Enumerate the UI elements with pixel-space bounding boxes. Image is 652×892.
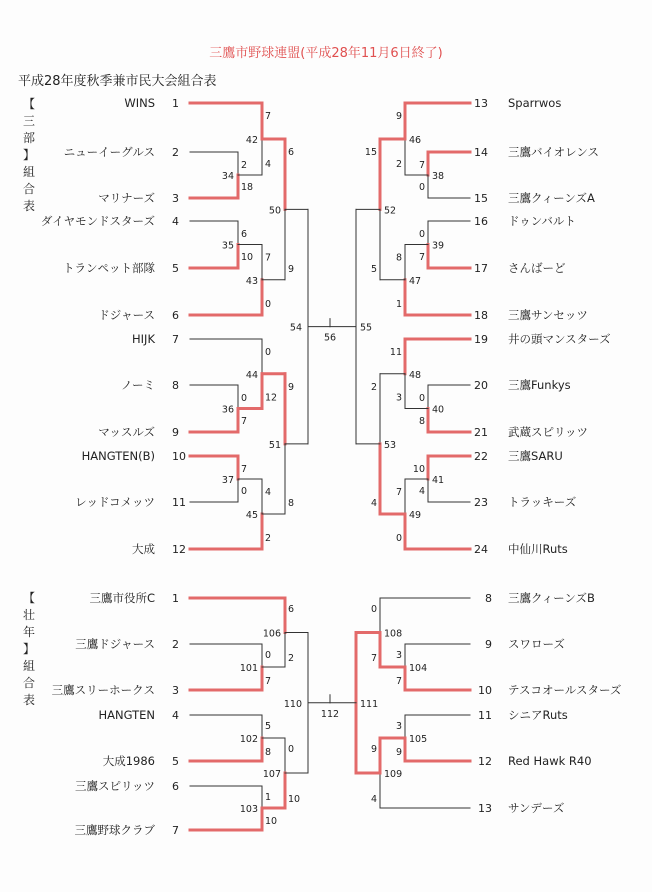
team-seed-left: 4 <box>172 215 179 228</box>
division-label-char: 】 <box>22 148 35 162</box>
match-score: 10 <box>288 794 301 805</box>
match-score: 7 <box>241 464 248 475</box>
match-score: 7 <box>241 416 248 427</box>
match-score: 1 <box>395 299 402 310</box>
team-name-right: Sparrwos <box>508 96 562 110</box>
match-score: 9 <box>288 381 295 393</box>
team-seed-left: 6 <box>172 780 179 793</box>
match-score: 10 <box>241 252 254 263</box>
team-name-right: 武蔵スピリッツ <box>508 425 589 439</box>
match-score: 7 <box>370 653 377 664</box>
page-subtitle: 平成28年度秋季兼市民大会組合表 <box>18 74 217 89</box>
match-score: 0 <box>418 182 425 193</box>
match-number: 106 <box>262 628 281 640</box>
team-seed-right: 13 <box>474 97 488 110</box>
match-score: 7 <box>418 160 425 171</box>
match-score: 11 <box>389 347 402 358</box>
match-score: 3 <box>395 721 402 732</box>
match-score: 3 <box>395 650 402 661</box>
match-number: 111 <box>360 698 379 710</box>
team-name-left: 大成1986 <box>102 754 155 768</box>
match-number: 43 <box>245 275 258 287</box>
match-number: 49 <box>409 510 422 521</box>
team-name-left: トランペット部隊 <box>63 261 155 275</box>
match-number: 50 <box>268 205 281 217</box>
team-seed-right: 11 <box>478 709 492 722</box>
division-label-char: 部 <box>22 131 35 145</box>
match-score: 7 <box>265 676 272 687</box>
team-seed-right: 20 <box>474 379 488 392</box>
match-score: 0 <box>241 393 248 404</box>
match-number: 47 <box>409 275 422 287</box>
match-score: 0 <box>418 393 425 404</box>
team-seed-left: 1 <box>172 97 179 110</box>
match-score: 0 <box>418 229 425 240</box>
match-score: 15 <box>364 147 377 158</box>
team-name-left: ニューイーグルス <box>63 145 155 159</box>
match-score: 0 <box>288 744 295 755</box>
team-seed-left: 7 <box>172 824 179 837</box>
match-number: 41 <box>432 475 445 486</box>
match-score: 5 <box>370 263 377 275</box>
team-seed-left: 12 <box>172 543 186 556</box>
match-number: 108 <box>384 628 403 640</box>
team-name-left: 三鷹市役所C <box>89 591 155 605</box>
team-seed-right: 23 <box>474 496 488 509</box>
team-name-left: HANGTEN(B) <box>81 449 155 463</box>
team-seed-right: 10 <box>478 684 492 697</box>
team-seed-left: 2 <box>172 638 179 651</box>
page-title: 三鷹市野球連盟(平成28年11月6日終了) <box>209 46 443 61</box>
match-number: 51 <box>268 439 281 451</box>
team-seed-left: 11 <box>172 496 186 509</box>
team-seed-right: 13 <box>478 802 492 815</box>
match-score: 10 <box>265 816 278 827</box>
team-name-left: 三鷹スリーホークス <box>51 683 155 697</box>
team-name-right: ドゥンバルト <box>508 214 576 228</box>
division-label-char: 【 <box>22 591 35 605</box>
match-number: 39 <box>432 240 445 252</box>
match-number: 110 <box>283 698 302 710</box>
team-name-left: HIJK <box>132 332 155 346</box>
division-label-char: 組 <box>22 659 35 673</box>
match-score: 2 <box>241 160 248 171</box>
team-seed-left: 1 <box>172 592 179 605</box>
match-score: 9 <box>288 263 295 275</box>
team-name-right: 三鷹クィーンズA <box>508 191 595 205</box>
match-number: 102 <box>239 734 258 745</box>
team-name-right: シニアRuts <box>508 708 568 722</box>
team-name-right: 三鷹Funkys <box>508 378 571 392</box>
team-seed-right: 16 <box>474 215 488 228</box>
team-name-left: 三鷹スピリッツ <box>74 779 155 793</box>
match-score: 1 <box>265 792 272 803</box>
team-name-right: 井の頭マンスターズ <box>508 332 611 346</box>
team-name-left: HANGTEN <box>98 708 155 722</box>
division-label-char: 壮 <box>22 608 35 622</box>
match-score: 2 <box>395 159 402 170</box>
match-number: 48 <box>409 369 422 381</box>
match-score: 7 <box>418 252 425 263</box>
match-number: 36 <box>221 404 234 416</box>
team-seed-left: 9 <box>172 426 179 439</box>
team-seed-left: 3 <box>172 192 179 205</box>
match-score: 10 <box>412 464 425 475</box>
team-name-right: 三鷹バイオレンス <box>508 145 600 159</box>
team-seed-left: 4 <box>172 709 179 722</box>
team-seed-right: 14 <box>474 146 488 159</box>
team-name-right: 三鷹SARU <box>508 449 563 463</box>
team-seed-left: 2 <box>172 146 179 159</box>
team-name-left: マッスルズ <box>98 425 155 439</box>
match-score: 0 <box>395 533 402 544</box>
division-label-char: 組 <box>22 165 35 179</box>
team-seed-right: 24 <box>474 543 488 556</box>
division-label-char: 三 <box>22 114 35 128</box>
match-score: 9 <box>370 744 377 755</box>
match-score: 6 <box>288 147 295 158</box>
match-number: 35 <box>221 240 234 252</box>
match-score: 8 <box>265 747 272 758</box>
match-score: 5 <box>265 721 272 732</box>
team-seed-right: 19 <box>474 333 488 346</box>
team-seed-left: 3 <box>172 684 179 697</box>
match-score: 7 <box>265 252 272 264</box>
match-number: 38 <box>432 171 445 182</box>
team-name-left: 大成 <box>132 542 155 556</box>
match-score: 8 <box>288 498 295 509</box>
match-score: 0 <box>241 486 248 497</box>
match-number: 45 <box>245 510 258 521</box>
team-name-left: ドジャース <box>98 308 155 322</box>
team-seed-left: 5 <box>172 755 179 768</box>
team-name-left: ダイヤモンドスターズ <box>40 214 155 228</box>
match-score: 0 <box>370 604 377 615</box>
match-number: 34 <box>221 171 234 182</box>
team-seed-right: 17 <box>474 262 488 275</box>
match-number: 40 <box>432 404 445 416</box>
match-number: 109 <box>384 769 403 780</box>
match-score: 12 <box>265 392 278 404</box>
match-score: 6 <box>288 604 295 615</box>
team-seed-right: 18 <box>474 309 488 322</box>
match-number: 53 <box>384 439 397 451</box>
team-seed-right: 15 <box>474 192 488 205</box>
team-name-right: テスコオールスターズ <box>508 683 622 697</box>
match-number: 44 <box>245 369 258 381</box>
match-score: 2 <box>370 381 377 393</box>
team-seed-left: 8 <box>172 379 179 392</box>
team-name-left: ノーミ <box>120 378 155 392</box>
match-number: 37 <box>221 475 234 486</box>
match-number: 46 <box>409 135 422 146</box>
match-score: 7 <box>265 111 272 122</box>
match-number: 52 <box>384 205 397 217</box>
match-score: 4 <box>265 487 272 498</box>
match-number: 56 <box>323 332 337 344</box>
match-number: 103 <box>239 804 258 815</box>
match-score: 4 <box>265 159 272 170</box>
team-name-left: 三鷹ドジャース <box>75 637 155 651</box>
team-seed-left: 10 <box>172 450 186 463</box>
match-score: 2 <box>265 533 272 544</box>
division-label-char: 合 <box>22 676 35 690</box>
division-label-char: 合 <box>22 182 35 196</box>
team-seed-left: 6 <box>172 309 179 322</box>
match-score: 3 <box>395 392 402 404</box>
team-seed-left: 7 <box>172 333 179 346</box>
team-name-left: マリナーズ <box>98 191 155 205</box>
match-score: 2 <box>288 653 295 664</box>
match-score: 0 <box>265 299 272 310</box>
division-label-char: 表 <box>22 199 35 213</box>
team-name-right: トラッキーズ <box>508 495 577 509</box>
match-score: 4 <box>418 486 425 497</box>
match-score: 18 <box>241 182 254 193</box>
match-score: 4 <box>370 794 377 805</box>
match-number: 101 <box>239 663 258 674</box>
team-name-left: WINS <box>124 96 155 110</box>
team-name-right: 三鷹クィーンズB <box>508 591 595 605</box>
division-label-char: 表 <box>22 693 35 707</box>
match-score: 7 <box>395 676 402 687</box>
team-name-left: レッドコメッツ <box>75 495 155 509</box>
team-name-right: スワローズ <box>508 637 565 651</box>
team-seed-left: 5 <box>172 262 179 275</box>
match-score: 0 <box>265 347 272 358</box>
match-score: 8 <box>418 416 425 427</box>
team-name-left: 三鷹野球クラブ <box>74 823 155 837</box>
match-score: 4 <box>370 498 377 509</box>
division-label-char: 】 <box>22 642 35 656</box>
team-name-right: さんばーど <box>508 261 566 275</box>
team-name-right: Red Hawk R40 <box>508 754 592 768</box>
division-label-char: 年 <box>22 625 35 639</box>
match-score: 9 <box>395 747 402 758</box>
team-name-right: サンデーズ <box>508 801 565 815</box>
team-name-right: 中仙川Ruts <box>508 542 568 556</box>
match-number: 54 <box>289 322 302 334</box>
team-seed-right: 22 <box>474 450 488 463</box>
team-name-right: 三鷹サンセッツ <box>508 308 588 322</box>
team-seed-right: 8 <box>485 592 492 605</box>
team-seed-right: 21 <box>474 426 488 439</box>
match-number: 55 <box>360 322 373 334</box>
match-number: 42 <box>245 135 258 146</box>
division-label-char: 【 <box>22 97 35 111</box>
match-score: 8 <box>395 252 402 264</box>
match-score: 6 <box>241 229 248 240</box>
match-number: 104 <box>409 663 428 674</box>
team-seed-right: 9 <box>485 638 492 651</box>
team-seed-right: 12 <box>478 755 492 768</box>
match-score: 0 <box>265 650 272 661</box>
match-score: 7 <box>395 487 402 498</box>
match-number: 105 <box>409 734 428 745</box>
match-number: 112 <box>320 708 340 720</box>
match-number: 107 <box>262 769 281 780</box>
match-score: 9 <box>395 111 402 122</box>
